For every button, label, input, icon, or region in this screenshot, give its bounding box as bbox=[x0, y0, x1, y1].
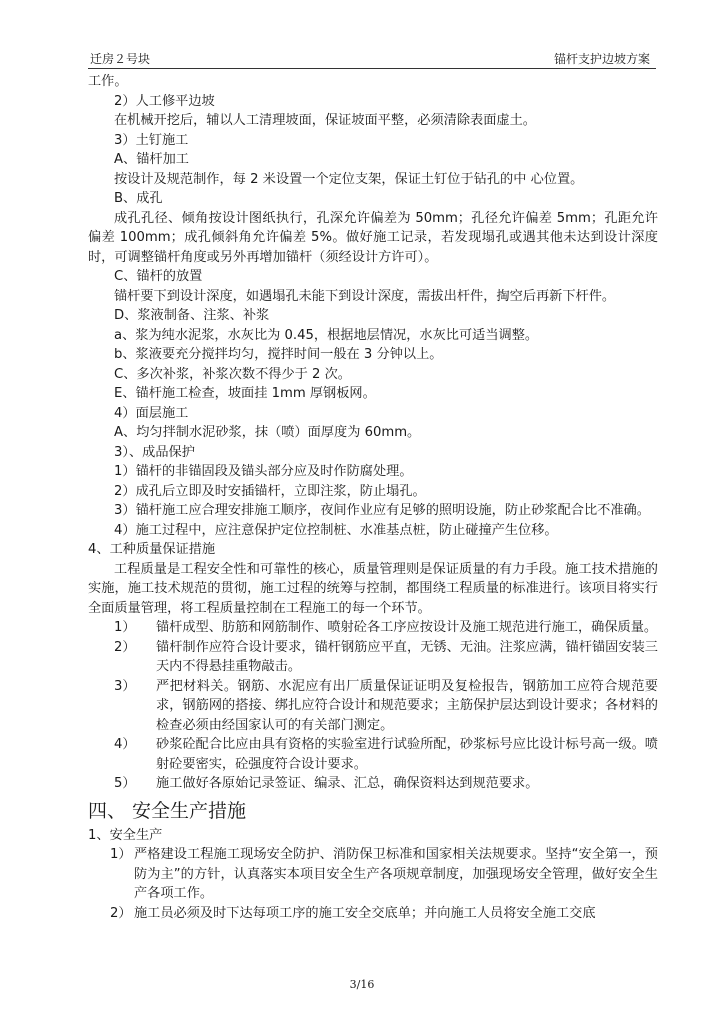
item-number: 2） bbox=[110, 905, 132, 921]
list-item bbox=[88, 618, 658, 638]
paragraph-construction-order: 3）锚杆施工应合理安排施工顺序，夜间作业应有足够的照明设施，防止砂浆配合比不准确。 bbox=[114, 503, 650, 518]
item-number: 3） bbox=[114, 678, 136, 694]
document-body bbox=[88, 72, 658, 923]
item-text: 锚杆成型、肪筋和网筋制作、喷射砼各工序应按设计及施工规范进行施工，确保质量。 bbox=[156, 620, 658, 635]
text-line: E、锚杆施工检查，坡面挂 1mm 厚钢板网。 bbox=[114, 386, 376, 401]
header-project-name: 迁房２号块 bbox=[90, 52, 151, 66]
list-item bbox=[88, 677, 658, 736]
paragraph-quality-intro: 工程质量是工程安全性和可靠性的核心，质量管理则是保证质量的有力手段。施工技术措施的实施，施工技术规范的贯彻，施工过程的统筹与控制，都围绕工程质量的标准进行。该项目将实行全面质量管理，将工程质量控制在工程施工的每一个环节。 bbox=[88, 561, 658, 616]
list-item bbox=[88, 774, 658, 794]
item-number: 2） bbox=[114, 639, 136, 655]
item-text: 锚杆制作应符合设计要求，锚杆钢筋应平直，无锈、无油。注浆应满，锚杆锚固安装三天内不得悬挂重物敲击。 bbox=[156, 639, 658, 674]
item-number: 4） bbox=[114, 737, 136, 752]
page-number: 3/16 bbox=[349, 978, 375, 991]
item-text: 严格建设工程施工现场安全防护、消防保卫标准和国家相关法规要求。坚持“安全第一，预防为主”的方针，认真落实本项目安全生产各项规章制度，加强现场安全管理，做好安全生产各项工作。 bbox=[134, 847, 658, 901]
list-item bbox=[88, 638, 658, 677]
list-item bbox=[88, 735, 658, 774]
header-document-title: 锚杆支护边坡方案 bbox=[553, 52, 650, 66]
item-number: 1） bbox=[114, 620, 136, 635]
item-text: 施工员必须及时下达每项工序的施工安全交底单；并向施工人员将安全施工交底 bbox=[134, 905, 596, 921]
list-item bbox=[88, 845, 658, 904]
item-text: 严把材料关。钢筋、水泥应有出厂质量保证证明及复检报告，钢筋加工应符合规范要求，钢筋网的搭接、绑扎应符合设计和规范要求；主筋保护层达到设计要求；各材料的检查必须由经国家认可的有关部门测定。 bbox=[156, 678, 658, 733]
subheading-surface-layer: 4）面层施工 bbox=[114, 405, 189, 421]
text-line: 按设计及规范制作，每 2 米设置一个定位支架，保证土钉位于钻孔的中 心位置。 bbox=[114, 171, 584, 187]
subheading-drilling: B、成孔 bbox=[114, 191, 163, 206]
safety-items-list bbox=[88, 845, 658, 923]
text-line: 4）施工过程中，应注意保护定位控制桩、水准基点桩，防止碰撞产生位移。 bbox=[114, 522, 558, 538]
section-title-safety: 四、 安全生产措施 bbox=[88, 799, 247, 822]
quality-items-list bbox=[88, 618, 658, 794]
subheading-anchor-placement: C、锚杆的放置 bbox=[114, 269, 203, 284]
text-line: 工作。 bbox=[88, 74, 128, 89]
heading-quality-measures: 4、工种质量保证措施 bbox=[88, 542, 216, 557]
text-line: b、浆液要充分搅拌均匀，搅拌时间一般在 3 分钟以上。 bbox=[114, 347, 443, 362]
text-line: a、浆为纯水泥浆，水灰比为 0.45，根据地层情况，水灰比可适当调整。 bbox=[114, 327, 539, 343]
item-number: 1） bbox=[110, 847, 132, 862]
text-line: 锚杆要下到设计深度，如遇塌孔未能下到设计深度，需拔出杆件，掏空后再新下杆件。 bbox=[114, 288, 616, 304]
text-line: C、多次补浆，补浆次数不得少于 2 次。 bbox=[114, 366, 351, 382]
item-text: 施工做好各原始记录签证、编录、汇总，确保资料达到规范要求。 bbox=[156, 776, 539, 791]
list-item bbox=[88, 904, 658, 924]
text-line: 在机械开挖后，辅以人工清理坡面，保证坡面平整，必须清除表面虚土。 bbox=[114, 113, 536, 128]
subheading-anchor-processing: A、锚杆加工 bbox=[114, 152, 189, 167]
text-line: 2）成孔后立即及时安插锚杆，立即注浆，防止塌孔。 bbox=[114, 483, 426, 499]
text-line: 1）锚杆的非锚固段及锚头部分应及时作防腐处理。 bbox=[114, 464, 413, 479]
subheading-safety-production: 1、安全生产 bbox=[88, 827, 163, 843]
subheading-soil-nail: 3）土钉施工 bbox=[114, 132, 189, 148]
subheading-manual-slope: 2）人工修平边坡 bbox=[114, 93, 215, 109]
item-number: 5） bbox=[114, 776, 136, 791]
subheading-grouting: D、浆液制备、注浆、补浆 bbox=[114, 308, 270, 323]
paragraph-drilling: 成孔孔径、倾角按设计图纸执行，孔深允许偏差为 50mm；孔径允许偏差 5mm；孔距允许偏差 100mm；成孔倾斜角允许偏差 5%。做好施工记录，若发现塌孔或遇其他未达到设计深度时，可调整锚杆角度或另外再增加锚杆（须经设计方许可）。 bbox=[88, 210, 658, 265]
subheading-product-protection: 3）、成品保护 bbox=[114, 444, 195, 460]
page-header bbox=[88, 50, 656, 69]
item-text: 砂浆砼配合比应由具有资格的实验室进行试验所配，砂浆标号应比设计标号高一级。喷射砼要密实，砼强度符合设计要求。 bbox=[156, 737, 658, 772]
text-line: A、均匀拌制水泥砂浆，抹（喷）面厚度为 60mm。 bbox=[114, 425, 421, 440]
